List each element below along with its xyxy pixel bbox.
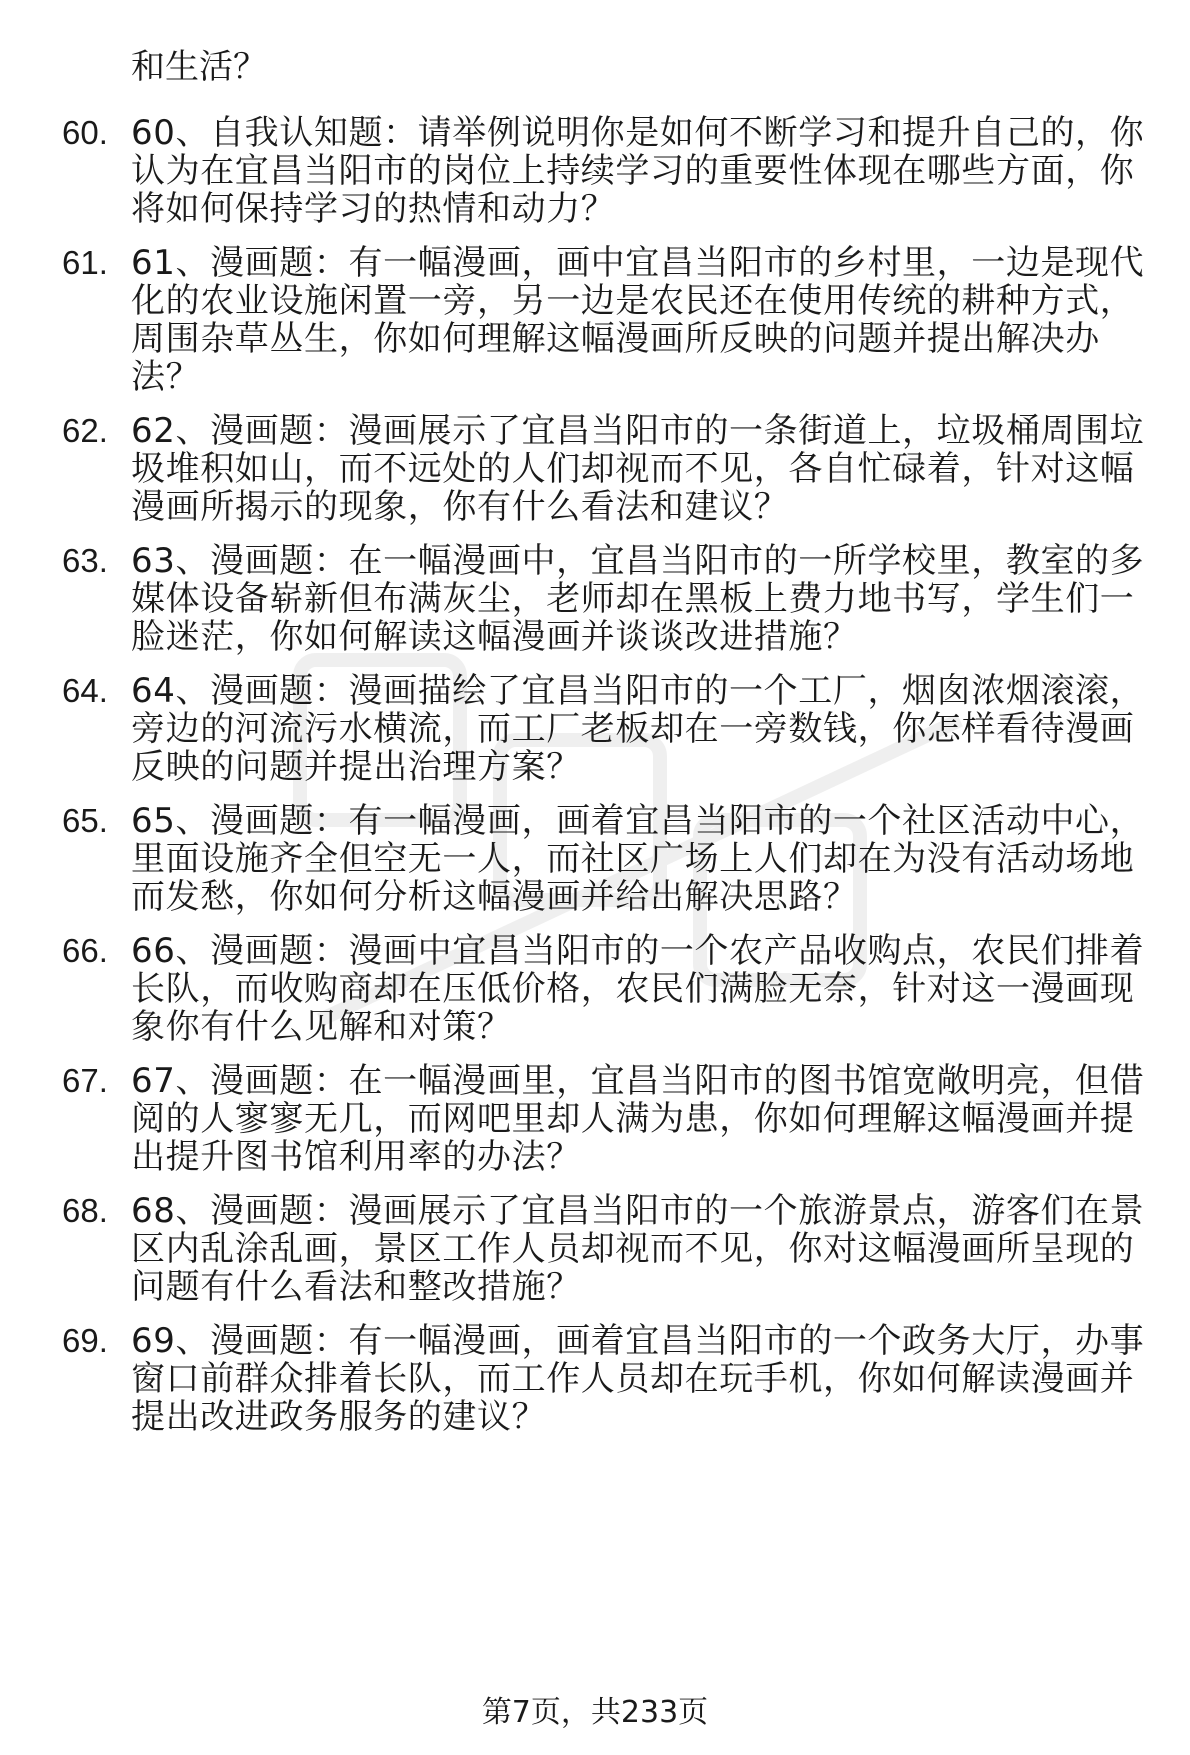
question-item bbox=[0, 412, 1190, 526]
question-item bbox=[0, 932, 1190, 1046]
continuation-text: 和生活？ bbox=[131, 47, 267, 87]
question-number: 65. bbox=[62, 802, 108, 839]
question-number: 66. bbox=[62, 932, 108, 969]
question-item bbox=[0, 672, 1190, 786]
page-footer: 第7页，共233页 bbox=[481, 1695, 709, 1730]
question-number: 60. bbox=[62, 114, 108, 151]
question-text: 69、漫画题：有一幅漫画，画着宜昌当阳市的一个政务大厅，办事窗口前群众排着长队，而工作人员却在玩手机，你如何解读漫画并提出改进政务服务的建议？ bbox=[131, 1321, 1145, 1437]
question-text: 60、自我认知题：请举例说明你是如何不断学习和提升自己的，你认为在宜昌当阳市的岗位上持续学习的重要性体现在哪些方面，你将如何保持学习的热情和动力？ bbox=[131, 113, 1145, 229]
question-item bbox=[0, 802, 1190, 916]
question-text: 61、漫画题：有一幅漫画，画中宜昌当阳市的乡村里，一边是现代化的农业设施闲置一旁，另一边是农民还在使用传统的耕种方式，周围杂草丛生，你如何理解这幅漫画所反映的问题并提出解决办法？ bbox=[131, 243, 1145, 397]
question-number: 63. bbox=[62, 542, 108, 579]
question-item bbox=[0, 244, 1190, 396]
question-number: 69. bbox=[62, 1322, 108, 1359]
question-item bbox=[0, 1322, 1190, 1436]
question-number: 62. bbox=[62, 412, 108, 449]
question-item bbox=[0, 114, 1190, 228]
question-item bbox=[0, 1192, 1190, 1306]
question-text: 63、漫画题：在一幅漫画中，宜昌当阳市的一所学校里，教室的多媒体设备崭新但布满灰尘，老师却在黑板上费力地书写，学生们一脸迷茫，你如何解读这幅漫画并谈谈改进措施？ bbox=[131, 541, 1145, 657]
question-number: 64. bbox=[62, 672, 108, 709]
question-text: 64、漫画题：漫画描绘了宜昌当阳市的一个工厂，烟囱浓烟滚滚，旁边的河流污水横流，而工厂老板却在一旁数钱，你怎样看待漫画反映的问题并提出治理方案？ bbox=[131, 671, 1145, 787]
question-list bbox=[0, 114, 1190, 1452]
question-item bbox=[0, 542, 1190, 656]
question-number: 68. bbox=[62, 1192, 108, 1229]
question-number: 61. bbox=[62, 244, 108, 281]
question-text: 67、漫画题：在一幅漫画里，宜昌当阳市的图书馆宽敞明亮，但借阅的人寥寥无几，而网吧里却人满为患，你如何理解这幅漫画并提出提升图书馆利用率的办法？ bbox=[131, 1061, 1145, 1177]
question-item bbox=[0, 1062, 1190, 1176]
question-text: 66、漫画题：漫画中宜昌当阳市的一个农产品收购点，农民们排着长队，而收购商却在压低价格，农民们满脸无奈，针对这一漫画现象你有什么见解和对策？ bbox=[131, 931, 1145, 1047]
question-text: 68、漫画题：漫画展示了宜昌当阳市的一个旅游景点，游客们在景区内乱涂乱画，景区工作人员却视而不见，你对这幅漫画所呈现的问题有什么看法和整改措施？ bbox=[131, 1191, 1145, 1307]
question-number: 67. bbox=[62, 1062, 108, 1099]
question-text: 62、漫画题：漫画展示了宜昌当阳市的一条街道上，垃圾桶周围垃圾堆积如山，而不远处的人们却视而不见，各自忙碌着，针对这幅漫画所揭示的现象，你有什么看法和建议？ bbox=[131, 411, 1145, 527]
question-text: 65、漫画题：有一幅漫画，画着宜昌当阳市的一个社区活动中心，里面设施齐全但空无一人，而社区广场上人们却在为没有活动场地而发愁，你如何分析这幅漫画并给出解决思路？ bbox=[131, 801, 1145, 917]
